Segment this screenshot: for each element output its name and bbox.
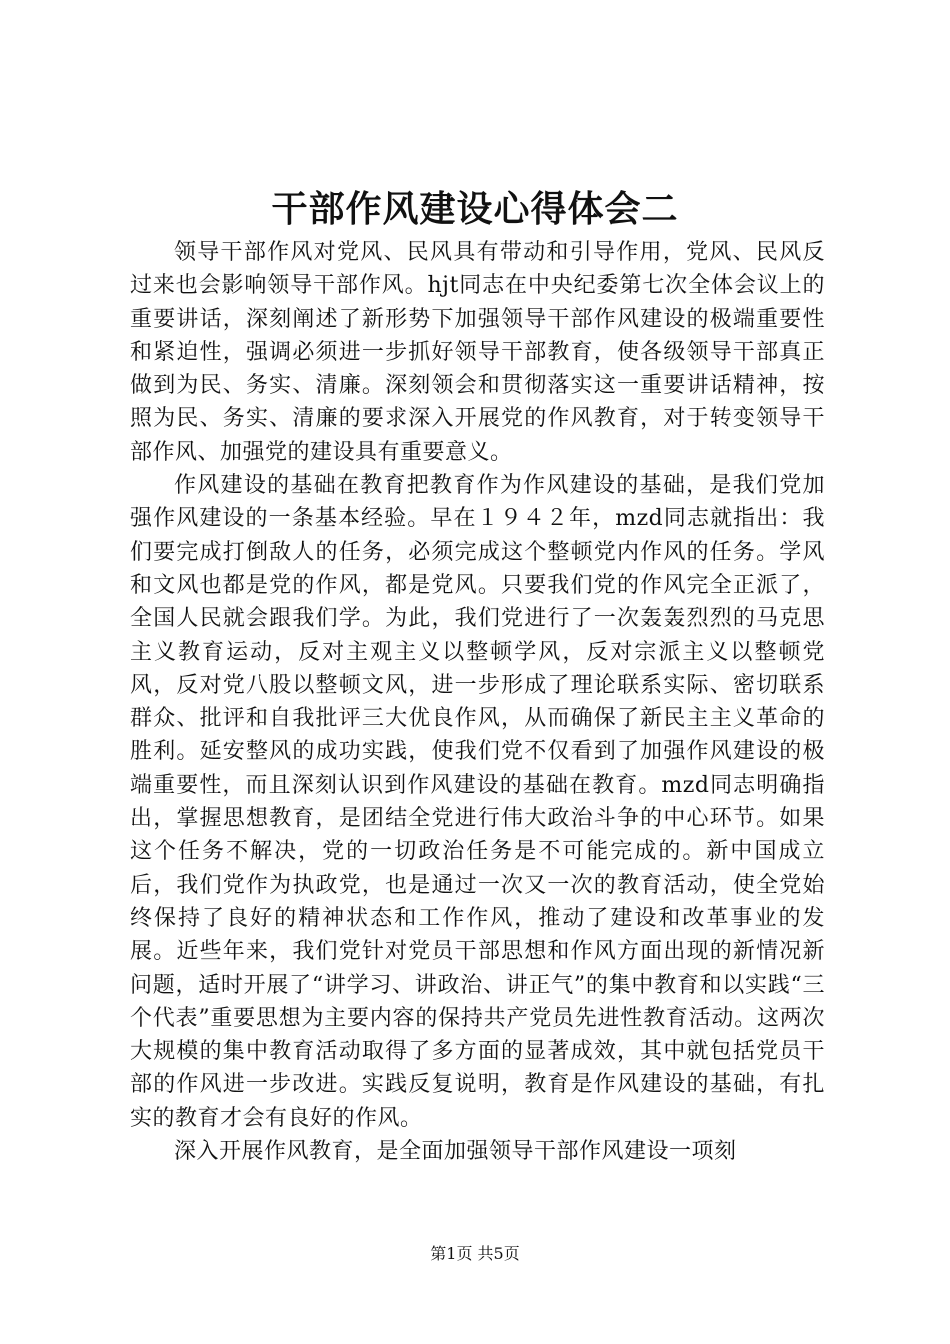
document-title: 干部作风建设心得体会二 <box>271 188 679 230</box>
document-body <box>130 236 825 1168</box>
paragraph-1: 领导干部作风对党风、民风具有带动和引导作用，党风、民风反过来也会影响领导干部作风。hjt同志在中央纪委第七次全体会议上的重要讲话，深刻阐述了新形势下加强领导干部作风建设的极端重要性和紧迫性，强调必须进一步抓好领导干部教育，使各级领导干部真正做到为民、务实、清廉。深刻领会和贯彻落实这一重要讲话精神，按照为民、务实、清廉的要求深入开展党的作风教育，对于转变领导干部作风、加强党的建设具有重要意义。 <box>130 240 825 465</box>
paragraph-3: 深入开展作风教育，是全面加强领导干部作风建设一项刻 <box>174 1139 737 1165</box>
page-number-footer: 第1页 共5页 <box>430 1244 520 1263</box>
paragraph-2: 作风建设的基础在教育把教育作为作风建设的基础，是我们党加强作风建设的一条基本经验。早在１９４２年，mzd同志就指出：我们要完成打倒敌人的任务，必须完成这个整顿党内作风的任务。学风和文风也都是党的作风，都是党风。只要我们党的作风完全正派了，全国人民就会跟我们学。为此，我们党进行了一次轰轰烈烈的马克思主义教育运动，反对主观主义以整顿学风，反对宗派主义以整顿党风，反对党八股以整顿文风，进一步形成了理论联系实际、密切联系群众、批评和自我批评三大优良作风，从而确保了新民主主义革命的胜利。延安整风的成功实践，使我们党不仅看到了加强作风建设的极端重要性，而且深刻认识到作风建设的基础在教育。mzd同志明确指出，掌握思想教育，是团结全党进行伟大政治斗争的中心环节。如果这个任务不解决，党的一切政治任务是不可能完成的。新中国成立后，我们党作为执政党，也是通过一次又一次的教育活动，使全党始终保持了良好的精神状态和工作作风，推动了建设和改革事业的发展。近些年来，我们党针对党员干部思想和作风方面出现的新情况新问题，适时开展了“讲学习、讲政治、讲正气”的集中教育和以实践“三个代表”重要思想为主要内容的保持共产党员先进性教育活动。这两次大规模的集中教育活动取得了多方面的显著成效，其中就包括党员干部的作风进一步改进。实践反复说明，教育是作风建设的基础，有扎实的教育才会有良好的作风。 <box>130 473 825 1131</box>
